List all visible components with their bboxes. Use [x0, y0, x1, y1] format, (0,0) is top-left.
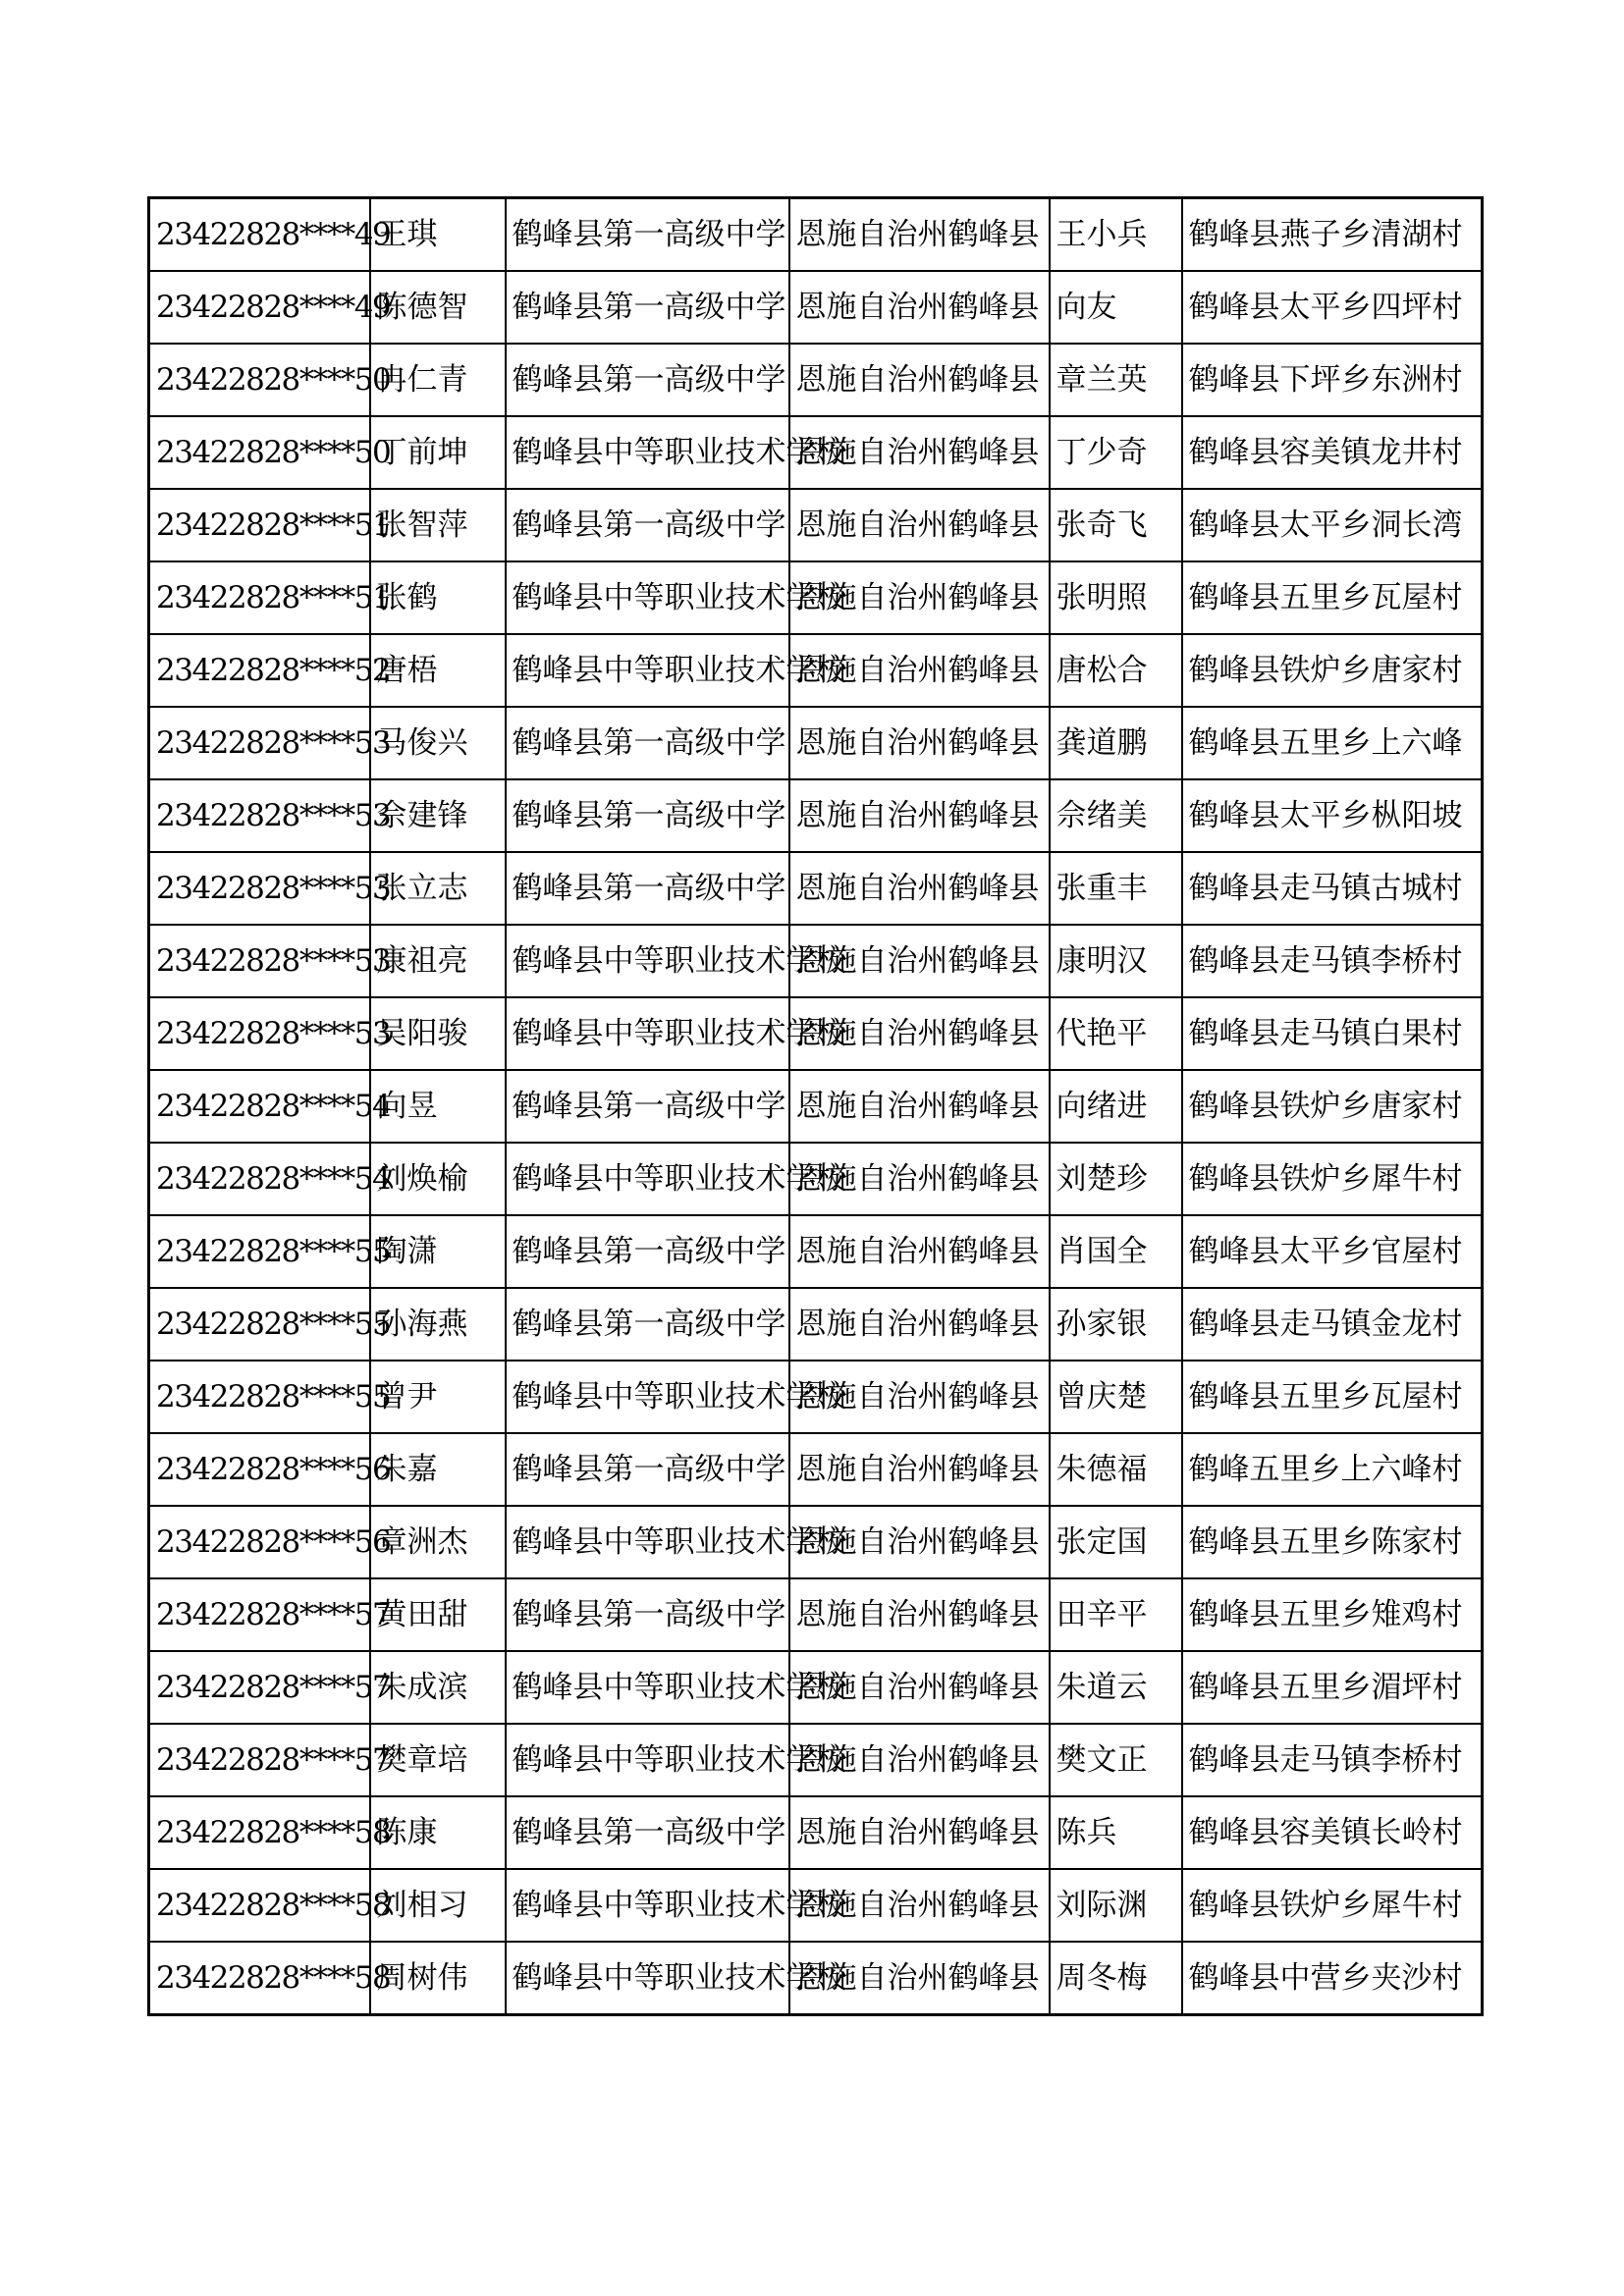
table-row: [149, 997, 1483, 1070]
school-cell: 鹤峰县第一高级中学: [506, 1796, 789, 1869]
student-name-cell: 黄田甜: [370, 1578, 506, 1651]
guardian-name-cell: 朱道云: [1050, 1651, 1182, 1724]
guardian-name-cell: 肖国全: [1050, 1215, 1182, 1288]
id-number-cell: 23422828****52: [149, 634, 370, 707]
region-cell: 恩施自治州鹤峰县: [789, 1578, 1050, 1651]
address-cell: 鹤峰县太平乡枞阳坡: [1182, 779, 1483, 852]
guardian-name-cell: 康明汉: [1050, 925, 1182, 997]
student-name-cell: 刘相习: [370, 1869, 506, 1942]
school-cell: 鹤峰县第一高级中学: [506, 1070, 789, 1143]
guardian-name-cell: 丁少奇: [1050, 416, 1182, 489]
id-number-cell: 23422828****57: [149, 1578, 370, 1651]
student-name-cell: 章洲杰: [370, 1506, 506, 1578]
region-cell: 恩施自治州鹤峰县: [789, 779, 1050, 852]
school-cell: 鹤峰县第一高级中学: [506, 1433, 789, 1506]
region-cell: 恩施自治州鹤峰县: [789, 1288, 1050, 1361]
region-cell: 恩施自治州鹤峰县: [789, 416, 1050, 489]
student-name-cell: 朱嘉: [370, 1433, 506, 1506]
student-name-cell: 曾尹: [370, 1361, 506, 1433]
table-row: [149, 1143, 1483, 1215]
region-cell: 恩施自治州鹤峰县: [789, 997, 1050, 1070]
student-name-cell: 张智萍: [370, 489, 506, 561]
guardian-name-cell: 向友: [1050, 271, 1182, 344]
student-roster-table: [147, 196, 1484, 2016]
school-cell: 鹤峰县中等职业技术学校: [506, 1651, 789, 1724]
region-cell: 恩施自治州鹤峰县: [789, 1215, 1050, 1288]
region-cell: 恩施自治州鹤峰县: [789, 1433, 1050, 1506]
region-cell: 恩施自治州鹤峰县: [789, 489, 1050, 561]
address-cell: 鹤峰县五里乡上六峰: [1182, 707, 1483, 779]
student-name-cell: 王琪: [370, 198, 506, 272]
guardian-name-cell: 刘际渊: [1050, 1869, 1182, 1942]
id-number-cell: 23422828****53: [149, 852, 370, 925]
table-row: [149, 271, 1483, 344]
id-number-cell: 23422828****56: [149, 1506, 370, 1578]
table-row: [149, 634, 1483, 707]
school-cell: 鹤峰县第一高级中学: [506, 707, 789, 779]
school-cell: 鹤峰县中等职业技术学校: [506, 925, 789, 997]
id-number-cell: 23422828****53: [149, 779, 370, 852]
table-row: [149, 1651, 1483, 1724]
region-cell: 恩施自治州鹤峰县: [789, 1796, 1050, 1869]
address-cell: 鹤峰县中营乡夹沙村: [1182, 1942, 1483, 2015]
guardian-name-cell: 张明照: [1050, 561, 1182, 634]
address-cell: 鹤峰县铁炉乡唐家村: [1182, 1070, 1483, 1143]
address-cell: 鹤峰县五里乡陈家村: [1182, 1506, 1483, 1578]
student-name-cell: 周树伟: [370, 1942, 506, 2015]
table-row: [149, 561, 1483, 634]
address-cell: 鹤峰县燕子乡清湖村: [1182, 198, 1483, 272]
table-row: [149, 1506, 1483, 1578]
table-row: [149, 344, 1483, 416]
school-cell: 鹤峰县中等职业技术学校: [506, 634, 789, 707]
student-name-cell: 陶潇: [370, 1215, 506, 1288]
table-row: [149, 1724, 1483, 1796]
table-row: [149, 779, 1483, 852]
id-number-cell: 23422828****51: [149, 489, 370, 561]
guardian-name-cell: 向绪进: [1050, 1070, 1182, 1143]
id-number-cell: 23422828****49: [149, 271, 370, 344]
guardian-name-cell: 刘楚珍: [1050, 1143, 1182, 1215]
student-name-cell: 张鹤: [370, 561, 506, 634]
school-cell: 鹤峰县第一高级中学: [506, 1288, 789, 1361]
guardian-name-cell: 王小兵: [1050, 198, 1182, 272]
student-name-cell: 吴阳骏: [370, 997, 506, 1070]
id-number-cell: 23422828****55: [149, 1288, 370, 1361]
id-number-cell: 23422828****53: [149, 925, 370, 997]
table-row: [149, 852, 1483, 925]
id-number-cell: 23422828****55: [149, 1361, 370, 1433]
table-row: [149, 1796, 1483, 1869]
table-row: [149, 1288, 1483, 1361]
id-number-cell: 23422828****57: [149, 1724, 370, 1796]
student-name-cell: 唐梧: [370, 634, 506, 707]
school-cell: 鹤峰县中等职业技术学校: [506, 416, 789, 489]
guardian-name-cell: 张定国: [1050, 1506, 1182, 1578]
id-number-cell: 23422828****54: [149, 1143, 370, 1215]
id-number-cell: 23422828****57: [149, 1651, 370, 1724]
address-cell: 鹤峰县铁炉乡犀牛村: [1182, 1869, 1483, 1942]
table-row: [149, 1942, 1483, 2015]
id-number-cell: 23422828****58: [149, 1869, 370, 1942]
address-cell: 鹤峰县容美镇龙井村: [1182, 416, 1483, 489]
address-cell: 鹤峰县走马镇古城村: [1182, 852, 1483, 925]
school-cell: 鹤峰县第一高级中学: [506, 1215, 789, 1288]
school-cell: 鹤峰县中等职业技术学校: [506, 1869, 789, 1942]
address-cell: 鹤峰县太平乡官屋村: [1182, 1215, 1483, 1288]
region-cell: 恩施自治州鹤峰县: [789, 1724, 1050, 1796]
region-cell: 恩施自治州鹤峰县: [789, 344, 1050, 416]
address-cell: 鹤峰县太平乡四坪村: [1182, 271, 1483, 344]
address-cell: 鹤峰县走马镇金龙村: [1182, 1288, 1483, 1361]
school-cell: 鹤峰县第一高级中学: [506, 779, 789, 852]
student-name-cell: 孙海燕: [370, 1288, 506, 1361]
address-cell: 鹤峰县铁炉乡唐家村: [1182, 634, 1483, 707]
school-cell: 鹤峰县中等职业技术学校: [506, 1361, 789, 1433]
guardian-name-cell: 龚道鹏: [1050, 707, 1182, 779]
school-cell: 鹤峰县第一高级中学: [506, 198, 789, 272]
address-cell: 鹤峰县容美镇长岭村: [1182, 1796, 1483, 1869]
id-number-cell: 23422828****49: [149, 198, 370, 272]
table-row: [149, 1433, 1483, 1506]
address-cell: 鹤峰县五里乡湄坪村: [1182, 1651, 1483, 1724]
school-cell: 鹤峰县第一高级中学: [506, 852, 789, 925]
school-cell: 鹤峰县第一高级中学: [506, 489, 789, 561]
address-cell: 鹤峰五里乡上六峰村: [1182, 1433, 1483, 1506]
address-cell: 鹤峰县太平乡洞长湾: [1182, 489, 1483, 561]
region-cell: 恩施自治州鹤峰县: [789, 561, 1050, 634]
id-number-cell: 23422828****56: [149, 1433, 370, 1506]
region-cell: 恩施自治州鹤峰县: [789, 1361, 1050, 1433]
table-row: [149, 1215, 1483, 1288]
guardian-name-cell: 唐松合: [1050, 634, 1182, 707]
table-row: [149, 198, 1483, 272]
school-cell: 鹤峰县中等职业技术学校: [506, 561, 789, 634]
guardian-name-cell: 陈兵: [1050, 1796, 1182, 1869]
student-name-cell: 佘建锋: [370, 779, 506, 852]
guardian-name-cell: 樊文正: [1050, 1724, 1182, 1796]
guardian-name-cell: 田辛平: [1050, 1578, 1182, 1651]
guardian-name-cell: 佘绪美: [1050, 779, 1182, 852]
student-name-cell: 陈德智: [370, 271, 506, 344]
id-number-cell: 23422828****54: [149, 1070, 370, 1143]
id-number-cell: 23422828****50: [149, 344, 370, 416]
address-cell: 鹤峰县五里乡瓦屋村: [1182, 1361, 1483, 1433]
id-number-cell: 23422828****53: [149, 997, 370, 1070]
address-cell: 鹤峰县五里乡雉鸡村: [1182, 1578, 1483, 1651]
region-cell: 恩施自治州鹤峰县: [789, 271, 1050, 344]
region-cell: 恩施自治州鹤峰县: [789, 1942, 1050, 2015]
guardian-name-cell: 朱德福: [1050, 1433, 1182, 1506]
region-cell: 恩施自治州鹤峰县: [789, 1143, 1050, 1215]
student-name-cell: 樊章培: [370, 1724, 506, 1796]
table-row: [149, 1869, 1483, 1942]
guardian-name-cell: 章兰英: [1050, 344, 1182, 416]
student-name-cell: 冉仁青: [370, 344, 506, 416]
table-row: [149, 489, 1483, 561]
region-cell: 恩施自治州鹤峰县: [789, 707, 1050, 779]
student-name-cell: 向昱: [370, 1070, 506, 1143]
address-cell: 鹤峰县走马镇李桥村: [1182, 925, 1483, 997]
id-number-cell: 23422828****58: [149, 1796, 370, 1869]
address-cell: 鹤峰县下坪乡东洲村: [1182, 344, 1483, 416]
student-name-cell: 康祖亮: [370, 925, 506, 997]
region-cell: 恩施自治州鹤峰县: [789, 1070, 1050, 1143]
school-cell: 鹤峰县中等职业技术学校: [506, 1506, 789, 1578]
address-cell: 鹤峰县走马镇李桥村: [1182, 1724, 1483, 1796]
student-name-cell: 马俊兴: [370, 707, 506, 779]
id-number-cell: 23422828****53: [149, 707, 370, 779]
school-cell: 鹤峰县中等职业技术学校: [506, 1143, 789, 1215]
region-cell: 恩施自治州鹤峰县: [789, 852, 1050, 925]
guardian-name-cell: 代艳平: [1050, 997, 1182, 1070]
guardian-name-cell: 张重丰: [1050, 852, 1182, 925]
student-name-cell: 张立志: [370, 852, 506, 925]
student-name-cell: 陈康: [370, 1796, 506, 1869]
id-number-cell: 23422828****50: [149, 416, 370, 489]
region-cell: 恩施自治州鹤峰县: [789, 634, 1050, 707]
guardian-name-cell: 孙家银: [1050, 1288, 1182, 1361]
region-cell: 恩施自治州鹤峰县: [789, 925, 1050, 997]
student-name-cell: 刘焕榆: [370, 1143, 506, 1215]
school-cell: 鹤峰县中等职业技术学校: [506, 1724, 789, 1796]
table-row: [149, 1361, 1483, 1433]
region-cell: 恩施自治州鹤峰县: [789, 1651, 1050, 1724]
table-row: [149, 925, 1483, 997]
table-row: [149, 416, 1483, 489]
school-cell: 鹤峰县第一高级中学: [506, 344, 789, 416]
region-cell: 恩施自治州鹤峰县: [789, 1869, 1050, 1942]
student-name-cell: 朱成滨: [370, 1651, 506, 1724]
id-number-cell: 23422828****55: [149, 1215, 370, 1288]
school-cell: 鹤峰县第一高级中学: [506, 271, 789, 344]
school-cell: 鹤峰县中等职业技术学校: [506, 997, 789, 1070]
table-row: [149, 1070, 1483, 1143]
id-number-cell: 23422828****58: [149, 1942, 370, 2015]
id-number-cell: 23422828****51: [149, 561, 370, 634]
school-cell: 鹤峰县第一高级中学: [506, 1578, 789, 1651]
address-cell: 鹤峰县走马镇白果村: [1182, 997, 1483, 1070]
school-cell: 鹤峰县中等职业技术学校: [506, 1942, 789, 2015]
address-cell: 鹤峰县五里乡瓦屋村: [1182, 561, 1483, 634]
student-name-cell: 丁前坤: [370, 416, 506, 489]
table-row: [149, 1578, 1483, 1651]
roster-body: [149, 198, 1483, 2015]
address-cell: 鹤峰县铁炉乡犀牛村: [1182, 1143, 1483, 1215]
guardian-name-cell: 曾庆楚: [1050, 1361, 1182, 1433]
guardian-name-cell: 周冬梅: [1050, 1942, 1182, 2015]
region-cell: 恩施自治州鹤峰县: [789, 198, 1050, 272]
table-row: [149, 707, 1483, 779]
guardian-name-cell: 张奇飞: [1050, 489, 1182, 561]
region-cell: 恩施自治州鹤峰县: [789, 1506, 1050, 1578]
